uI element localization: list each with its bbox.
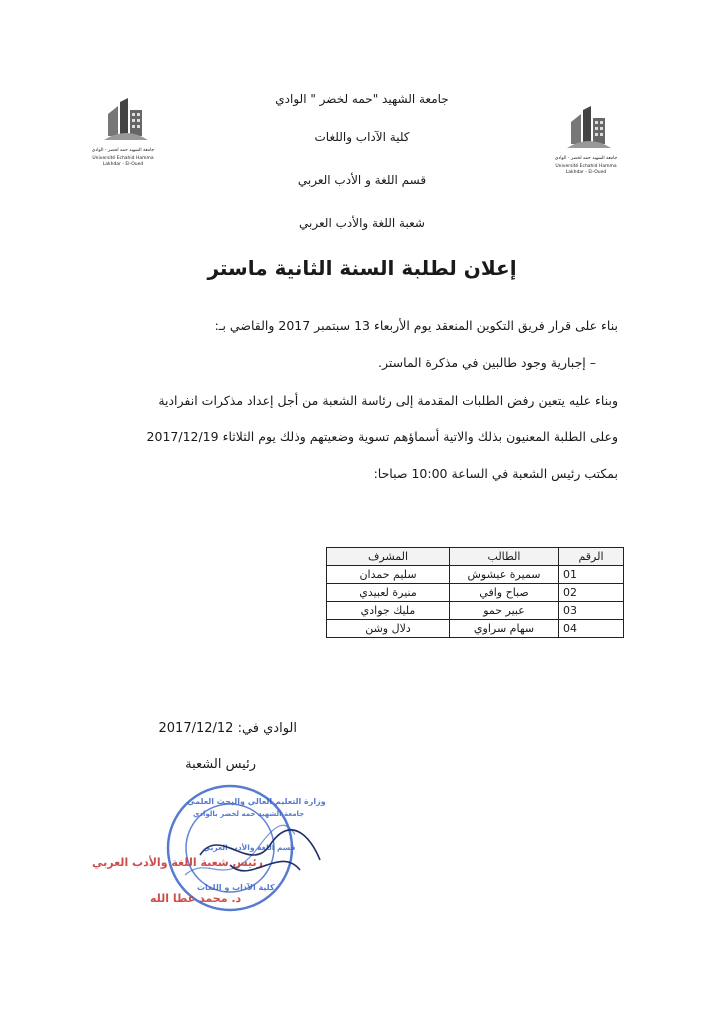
body-line-1: بناء على قرار فريق التكوين المنعقد يوم الأربعاء 13 سبتمبر 2017 والقاضي بـ: xyxy=(214,318,618,333)
body-bullet: – إجبارية وجود طالبين في مذكرة الماستر. xyxy=(378,355,596,370)
cell-student: سميرة عيشوش xyxy=(450,566,559,584)
cell-student: سهام سراوي xyxy=(450,620,559,638)
section-name: شعبة اللغة والأدب العربي xyxy=(299,216,425,230)
cell-student: صباح وافي xyxy=(450,584,559,602)
cell-student: عبير حمو xyxy=(450,602,559,620)
cell-supervisor: مليك جوادي xyxy=(327,602,450,620)
university-name: جامعة الشهيد "حمه لخضر " الوادي xyxy=(275,92,449,106)
stamp-ring-text: وزارة التعليم العالي والبحث العلمي xyxy=(187,797,326,806)
logo-caption-ar: جامعة الشهيد حمه لخضر - الوادي xyxy=(91,148,155,153)
cell-supervisor: منيرة لعبيدي xyxy=(327,584,450,602)
body-line-4: بمكتب رئيس الشعبة في الساعة 10:00 صباحا: xyxy=(373,466,618,481)
table-row xyxy=(327,566,624,584)
table-header-row xyxy=(327,548,624,566)
signature xyxy=(190,815,325,895)
announcement-title: إعلان لطلبة السنة الثانية ماستر xyxy=(207,256,517,280)
col-header-student: الطالب xyxy=(450,548,559,566)
body-line-2: وبناء عليه يتعين رفض الطلبات المقدمة إلى رئاسة الشعبة من أجل إعداد مذكرات انفرادية xyxy=(158,393,618,408)
signatory-title: رئيس الشعبة xyxy=(185,757,256,772)
table-row xyxy=(327,602,624,620)
cell-supervisor: دلال وشن xyxy=(327,620,450,638)
logo-caption-ar: جامعة الشهيد حمه لخضر - الوادي xyxy=(554,156,618,161)
faculty-name: كلية الآداب واللغات xyxy=(314,130,410,144)
col-header-supervisor: المشرف xyxy=(327,548,450,566)
table-row xyxy=(327,584,624,602)
cell-supervisor: سليم حمدان xyxy=(327,566,450,584)
logo-caption-en: Université Echahid Hamma Lakhdar - El-Oued xyxy=(555,164,617,175)
col-header-number: الرقم xyxy=(559,548,624,566)
red-stamp-name: د. محمد عطا الله xyxy=(150,892,242,905)
stamp-faculty: كلية الآداب و اللغات xyxy=(197,883,275,892)
cell-number: 01 xyxy=(559,566,624,584)
stamp-dept: قسم اللغة والأدب العربي xyxy=(203,843,296,852)
body-line-3: وعلى الطلبة المعنيون بذلك والاتية أسماؤهم تسوية وضعيتهم وذلك يوم الثلاثاء 2017/12/19 xyxy=(146,429,618,444)
issue-date: الوادي في: 2017/12/12 xyxy=(158,721,297,736)
stamp-university: جامعة الشهيد حمه لخضر بالوادي xyxy=(193,810,305,818)
red-stamp-title: رئيس شعبة اللغة والأدب العربي xyxy=(92,856,263,869)
students-table xyxy=(326,547,624,638)
cell-number: 03 xyxy=(559,602,624,620)
department-name: قسم اللغة و الأدب العربي xyxy=(297,173,427,187)
table-row xyxy=(327,620,624,638)
logo-caption-en: Université Echahid Hamma Lakhdar - El-Oued xyxy=(92,156,154,167)
cell-number: 04 xyxy=(559,620,624,638)
cell-number: 02 xyxy=(559,584,624,602)
